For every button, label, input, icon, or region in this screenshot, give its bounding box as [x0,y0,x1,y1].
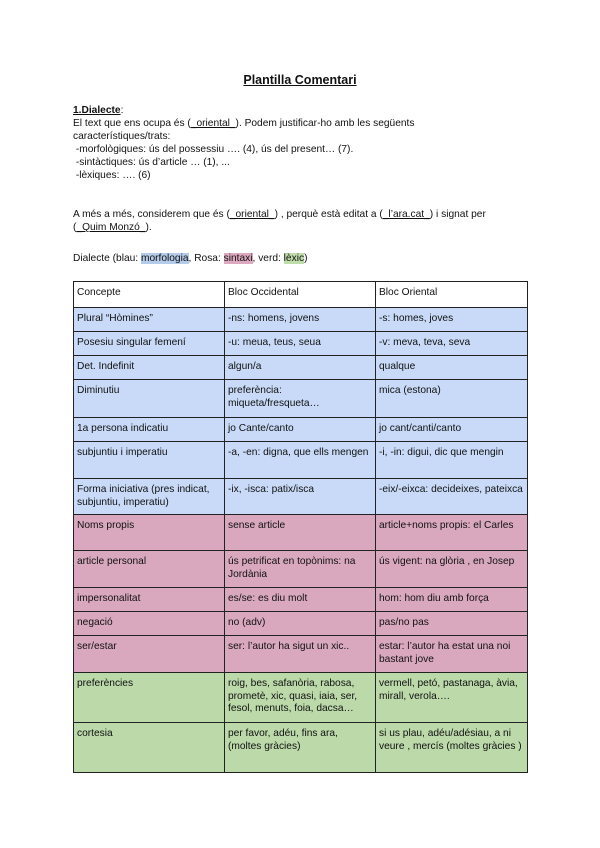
context-line-1 [73,208,533,221]
table-cell: jo cant/canti/canto [376,418,528,442]
section-dialecte [73,104,533,182]
table-row [74,332,528,356]
legend [73,252,533,265]
table-cell: Diminutiu [74,380,225,418]
table-cell: sense article [225,515,376,551]
table-cell: roig, bes, safanòria, rabosa, prometè, xic, quasi, iaia, ser, fesol, menuts, foia, dacsa… [225,673,376,723]
legend-sep: , verd: [252,253,284,264]
page-title: Plantilla Comentari [243,73,357,87]
section-heading-colon: : [120,105,124,116]
table-cell: article personal [74,551,225,588]
intro-line-1 [73,117,533,130]
table-cell: es/se: es diu molt [225,588,376,612]
table-cell: cortesia [74,723,225,773]
table-cell: ser: l’autor ha sigut un xic.. [225,636,376,673]
legend-pink: sintaxi [223,253,253,264]
table-header-cell: Concepte [74,282,225,308]
table-header-cell: Bloc Oriental [376,282,528,308]
table-cell: -ns: homens, jovens [225,308,376,332]
table-cell: no (adv) [225,612,376,636]
bullet-lexiques: -lèxiques: …. (6) [73,170,151,181]
table-cell: vermell, petó, pastanaga, àvia, mirall, verola…. [376,673,528,723]
table-row [74,636,528,673]
table-cell: algun/a [225,356,376,380]
table-row [74,673,528,723]
table-row [74,551,528,588]
table-cell: -eix/-eixca: decideixes, pateixca [376,479,528,515]
table-row [74,479,528,515]
table-cell: -a, -en: digna, que ells mengen [225,442,376,479]
table-cell: estar: l’autor ha estat una noi bastant jove [376,636,528,673]
context-blank-author: _Quim Monzó_ [76,222,146,233]
intro-text: El text que ens ocupa és ( [73,118,191,129]
table-row [74,418,528,442]
table-row [74,308,528,332]
context-text-post: ) i signat per [429,209,486,220]
table-cell: ús vigent: na glòria , en Josep [376,551,528,588]
table-cell: -v: meva, teva, seva [376,332,528,356]
context-paren-close: ). [145,222,152,233]
table-header-row [74,282,528,308]
table-cell: ús petrificat en topònims: na Jordània [225,551,376,588]
table-row [74,612,528,636]
table-row [74,356,528,380]
table-cell: qualque [376,356,528,380]
table-cell: Noms propis [74,515,225,551]
table-cell: Posesiu singular femení [74,332,225,356]
context-blank-publisher: _l’ara.cat_ [382,209,430,220]
table-cell: Det. Indefinit [74,356,225,380]
table-cell: preferència: miqueta/fresqueta… [225,380,376,418]
table-cell: ser/estar [74,636,225,673]
table-cell: jo Cante/canto [225,418,376,442]
dialect-blank: _oriental_ [190,118,236,129]
table-cell: impersonalitat [74,588,225,612]
table-cell: preferències [74,673,225,723]
context-blank-dialect: _oriental_ [229,209,275,220]
legend-sep: , Rosa: [188,253,224,264]
section-context [73,208,533,234]
table-cell: pas/no pas [376,612,528,636]
table-row [74,588,528,612]
intro-line-2: característiques/trats: [73,131,171,142]
section-heading [73,104,533,117]
context-line-2 [73,221,533,234]
context-paren-open: ( [73,222,77,233]
bullet-morfologiques: -morfològiques: ús del possessiu …. (4), ús del present… (7). [73,144,354,155]
context-text: A més a més, considerem que és ( [73,209,230,220]
legend-blue: morfologia [140,253,189,264]
table-cell: -i, -in: digui, dic que mengin [376,442,528,479]
table-row [74,515,528,551]
table-header-cell: Bloc Occidental [225,282,376,308]
table-cell: -ix, -isca: patix/isca [225,479,376,515]
intro-text-post: ). Podem justificar-ho amb les següents [235,118,415,129]
table-cell: negació [74,612,225,636]
table-cell: -s: homes, joves [376,308,528,332]
dialect-table [73,281,528,773]
table-row [74,380,528,418]
table-cell: per favor, adéu, fins ara, (moltes gràcies) [225,723,376,773]
table-cell: -u: meua, teus, seua [225,332,376,356]
table-cell: mica (estona) [376,380,528,418]
section-heading-text: 1.Dialecte [73,105,121,116]
table-cell: Plural “Hòmines” [74,308,225,332]
context-text-mid: ) , perquè està editat a ( [274,209,383,220]
table-cell: article+noms propis: el Carles [376,515,528,551]
legend-text: Dialecte (blau: [73,253,141,264]
table-row [74,442,528,479]
table-cell: subjuntiu i imperatiu [74,442,225,479]
table-cell: Forma iniciativa (pres indicat, subjuntiu, imperatiu) [74,479,225,515]
table-row [74,723,528,773]
legend-close: ) [304,253,308,264]
table-cell: hom: hom diu amb força [376,588,528,612]
bullet-sintactiques: -sintàctiques: ús d’article … (1), ... [73,157,230,168]
table-cell: 1a persona indicatiu [74,418,225,442]
table-cell: si us plau, adéu/adésiau, a ni veure , mercís (moltes gràcies ) [376,723,528,773]
legend-green: lèxic [283,253,305,264]
